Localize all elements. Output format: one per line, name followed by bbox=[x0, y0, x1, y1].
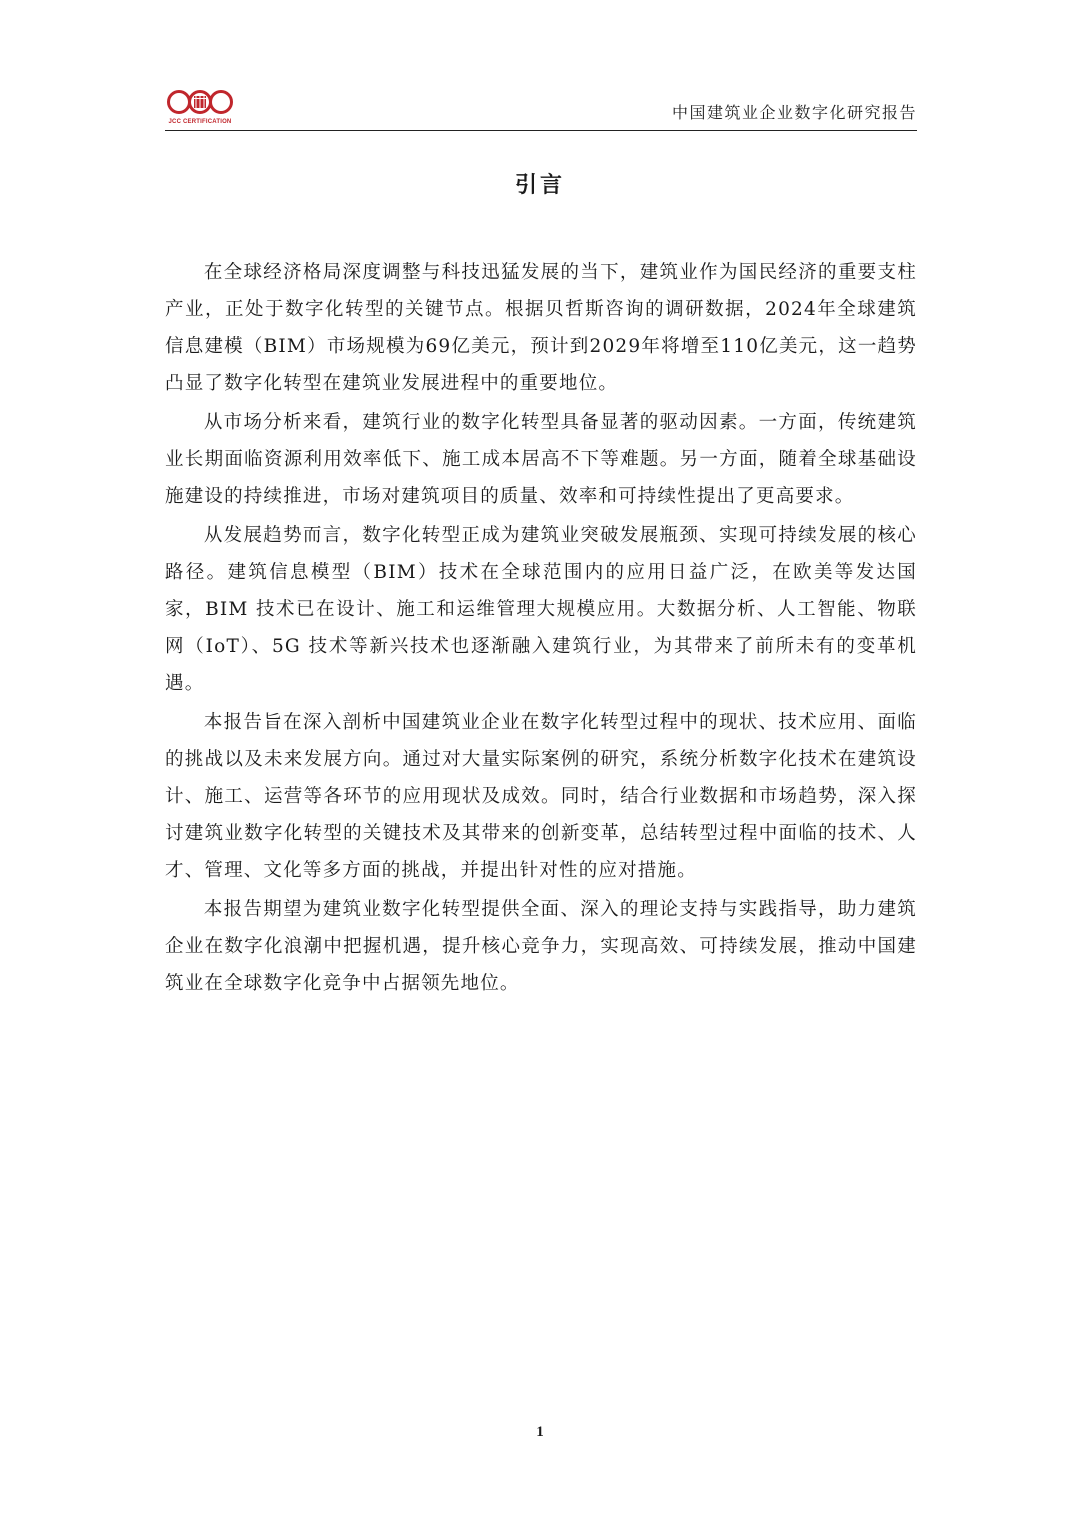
paragraph: 本报告期望为建筑业数字化转型提供全面、深入的理论支持与实践指导，助力建筑企业在数字化浪潮中把握机遇，提升核心竞争力，实现高效、可持续发展，推动中国建筑业在全球数字化竞争中占据领先地位。 bbox=[165, 899, 917, 994]
page-header bbox=[165, 86, 917, 131]
page-title: 引言 bbox=[514, 172, 565, 198]
header-title: 中国建筑业企业数字化研究报告 bbox=[671, 103, 917, 122]
body-text bbox=[165, 254, 917, 1004]
paragraph: 本报告旨在深入剖析中国建筑业企业在数字化转型过程中的现状、技术应用、面临的挑战以及未来发展方向。通过对大量实际案例的研究，系统分析数字化技术在建筑设计、施工、运营等各环节的应用现状及成效。同时，结合行业数据和市场趋势，深入探讨建筑业数字化转型的关键技术及其带来的创新变革，总结转型过程中面临的技术、人才、管理、文化等多方面的挑战，并提出针对性的应对措施。 bbox=[165, 712, 917, 881]
paragraph: 在全球经济格局深度调整与科技迅猛发展的当下，建筑业作为国民经济的重要支柱产业，正处于数字化转型的关键节点。根据贝哲斯咨询的调研数据，2024年全球建筑信息建模（BIM）市场规模为69亿美元，预计到2029年将增至110亿美元，这一趋势凸显了数字化转型在建筑业发展进程中的重要地位。 bbox=[165, 262, 917, 394]
jcc-logo-rings-icon bbox=[165, 86, 235, 118]
jcc-logo bbox=[165, 86, 235, 128]
paragraph: 从市场分析来看，建筑行业的数字化转型具备显著的驱动因素。一方面，传统建筑业长期面临资源利用效率低下、施工成本居高不下等难题。另一方面，随着全球基础设施建设的持续推进，市场对建筑项目的质量、效率和可持续性提出了更高要求。 bbox=[165, 412, 917, 507]
page-number: 1 bbox=[536, 1424, 544, 1440]
paragraph: 从发展趋势而言，数字化转型正成为建筑业突破发展瓶颈、实现可持续发展的核心路径。建筑信息模型（BIM）技术在全球范围内的应用日益广泛，在欧美等发达国家，BIM 技术已在设计、施工和运维管理大规模应用。大数据分析、人工智能、物联网（IoT）、5G 技术等新兴技术也逐渐融入建筑行业，为其带来了前所未有的变革机遇。 bbox=[165, 525, 917, 694]
logo-text: JCC CERTIFICATION bbox=[168, 119, 232, 125]
